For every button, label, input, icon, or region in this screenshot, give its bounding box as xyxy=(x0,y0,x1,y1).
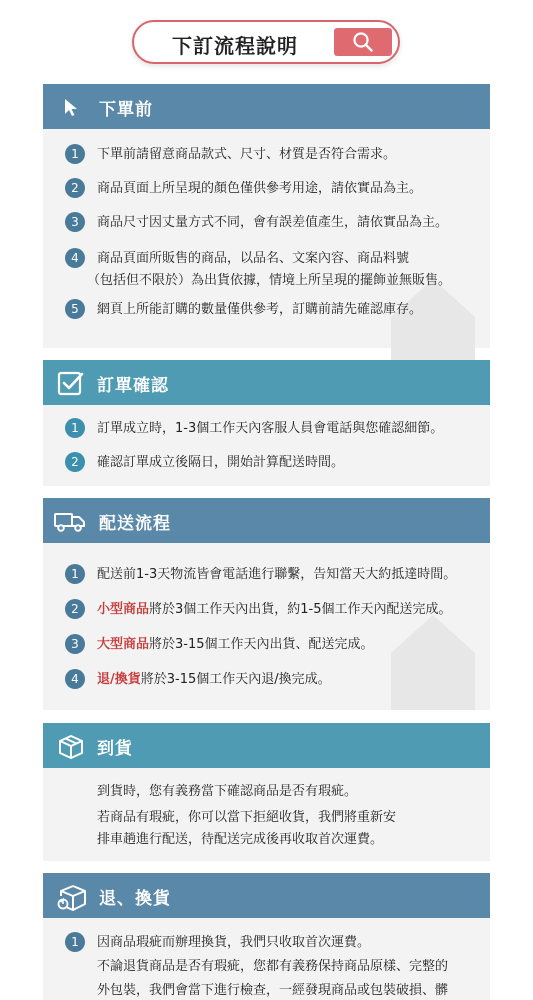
item-text-continued: 不論退貨商品是否有瑕疵，您都有義務保持商品原樣、完整的 xyxy=(97,959,449,974)
checkbox-icon xyxy=(57,370,85,398)
item-number: 2 xyxy=(65,599,85,619)
list-item xyxy=(65,250,486,290)
section-header xyxy=(43,873,490,918)
list-item xyxy=(65,214,486,232)
section-header xyxy=(43,360,490,405)
item-text: 確認訂單成立後隔日，開始計算配送時間。 xyxy=(97,455,345,470)
section-title: 到貨 xyxy=(97,739,133,759)
item-text xyxy=(97,601,486,619)
return-box-icon xyxy=(57,883,89,913)
arrival-text-line: 到貨時，您有義務當下確認商品是否有瑕疵。 xyxy=(97,784,358,799)
highlight-text: 大型商品 xyxy=(97,637,150,652)
section-title: 訂單確認 xyxy=(97,376,169,396)
item-number: 1 xyxy=(65,932,85,952)
item-text xyxy=(97,636,486,654)
section-title: 配送流程 xyxy=(99,514,171,534)
section-title: 下單前 xyxy=(99,100,153,120)
box-icon xyxy=(57,733,85,761)
watermark-house xyxy=(391,615,475,710)
section-header xyxy=(43,498,490,543)
item-text-rest: 將於3個工作天內出貨，約1-5個工作天內配送完成。 xyxy=(149,602,452,617)
search-icon xyxy=(352,31,374,53)
item-text-rest: 將於3-15個工作天內出貨、配送完成。 xyxy=(149,637,374,652)
list-item xyxy=(65,420,486,438)
item-number: 2 xyxy=(65,452,85,472)
item-number: 5 xyxy=(65,299,85,319)
item-number: 1 xyxy=(65,564,85,584)
item-text: 下單前請留意商品款式、尺寸、材質是否符合需求。 xyxy=(97,147,397,162)
cursor-icon xyxy=(57,94,83,120)
section-title: 退、換貨 xyxy=(99,889,171,909)
item-text: 因商品瑕疵而辦理換貨，我們只收取首次運費。 xyxy=(97,935,371,950)
list-item xyxy=(65,180,486,198)
item-text: 商品頁面上所呈現的顏色僅供參考用途，請依實品為主。 xyxy=(97,181,423,196)
search-button[interactable] xyxy=(334,28,392,56)
highlight-text: 小型商品 xyxy=(97,602,150,617)
title-search-bar[interactable] xyxy=(132,20,400,64)
item-number: 2 xyxy=(65,178,85,198)
item-text: 商品尺寸因丈量方式不同，會有誤差值產生，請依實品為主。 xyxy=(97,215,449,230)
list-item xyxy=(65,566,486,584)
section-delivery xyxy=(43,498,490,710)
list-item xyxy=(65,636,486,654)
item-text xyxy=(97,671,486,689)
item-text: 網頁上所能訂購的數量僅供參考，訂購前請先確認庫存。 xyxy=(97,302,423,317)
page-title: 下訂流程說明 xyxy=(172,34,298,58)
item-text-rest: 將於3-15個工作天內退/換完成。 xyxy=(140,672,331,687)
item-number: 3 xyxy=(65,212,85,232)
truck-icon xyxy=(53,508,87,534)
section-arrival xyxy=(43,723,490,861)
arrival-text-line: 排車趟進行配送，待配送完成後再收取首次運費。 xyxy=(97,832,384,847)
item-text-continued: （包括但不限於）為出貨依據，情境上所呈現的擺飾並無販售。 xyxy=(87,273,452,288)
section-returns xyxy=(43,873,490,1000)
list-item xyxy=(65,934,486,1000)
list-item xyxy=(65,301,486,319)
list-item xyxy=(65,671,486,689)
arrival-text-line: 若商品有瑕疵，你可以當下拒絕收貨，我們將重新安 xyxy=(97,810,397,825)
highlight-text: 退/換貨 xyxy=(97,672,141,687)
item-text: 訂單成立時，1-3個工作天內客服人員會電話與您確認細節。 xyxy=(97,421,444,436)
item-number: 3 xyxy=(65,634,85,654)
page-header xyxy=(0,0,533,84)
section-header xyxy=(43,84,490,129)
section-header xyxy=(43,723,490,768)
item-number: 1 xyxy=(65,144,85,164)
item-text: 商品頁面所販售的商品，以品名、文案內容、商品料號 xyxy=(97,251,410,266)
list-item xyxy=(65,601,486,619)
section-pre-order xyxy=(43,84,490,348)
item-number: 4 xyxy=(65,248,85,268)
section-order-confirm xyxy=(43,360,490,486)
item-text-continued: 外包裝，我們會當下進行檢查，一經發現商品或包裝破損、髒 xyxy=(97,983,449,998)
item-number: 1 xyxy=(65,418,85,438)
list-item xyxy=(65,146,486,164)
item-text: 配送前1-3天物流皆會電話進行聯繫，告知當天大約抵達時間。 xyxy=(97,567,457,582)
item-number: 4 xyxy=(65,669,85,689)
list-item xyxy=(65,454,486,472)
